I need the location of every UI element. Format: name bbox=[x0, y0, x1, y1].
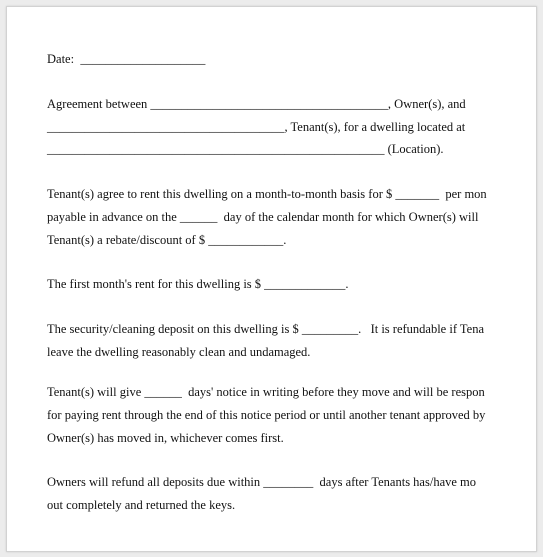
rent-terms-line-2: payable in advance on the ______ day of the calendar month for which Owner(s) will bbox=[47, 210, 479, 224]
refund-line-1: Owners will refund all deposits due within ________ days after Tenants has/have mo bbox=[47, 475, 477, 489]
rent-terms-line-3: Tenant(s) a rebate/discount of $ ____________. bbox=[47, 233, 287, 247]
notice-line-1: Tenant(s) will give ______ days' notice in writing before they move and will be respon bbox=[47, 385, 485, 399]
document-page bbox=[6, 6, 537, 552]
agreement-line-1: Agreement between ______________________________________, Owner(s), and bbox=[47, 97, 466, 111]
notice-line-3: Owner(s) has moved in, whichever comes first. bbox=[47, 431, 284, 445]
notice-line-2: for paying rent through the end of this notice period or until another tenant approved by bbox=[47, 408, 486, 422]
first-month-rent-line: The first month's rent for this dwelling is $ _____________. bbox=[47, 277, 349, 291]
deposit-line-1: The security/cleaning deposit on this dwelling is $ _________. It is refundable if Tena bbox=[47, 322, 484, 336]
agreement-line-2: ______________________________________, Tenant(s), for a dwelling located at bbox=[47, 120, 466, 134]
refund-line-2: out completely and returned the keys. bbox=[47, 498, 236, 512]
agreement-line-3: ______________________________________________________ (Location). bbox=[47, 142, 444, 156]
date-line: Date: ____________________ bbox=[47, 52, 206, 66]
deposit-line-2: leave the dwelling reasonably clean and undamaged. bbox=[47, 345, 311, 359]
rent-terms-line-1: Tenant(s) agree to rent this dwelling on a month-to-month basis for $ _______ per mon bbox=[47, 187, 487, 201]
